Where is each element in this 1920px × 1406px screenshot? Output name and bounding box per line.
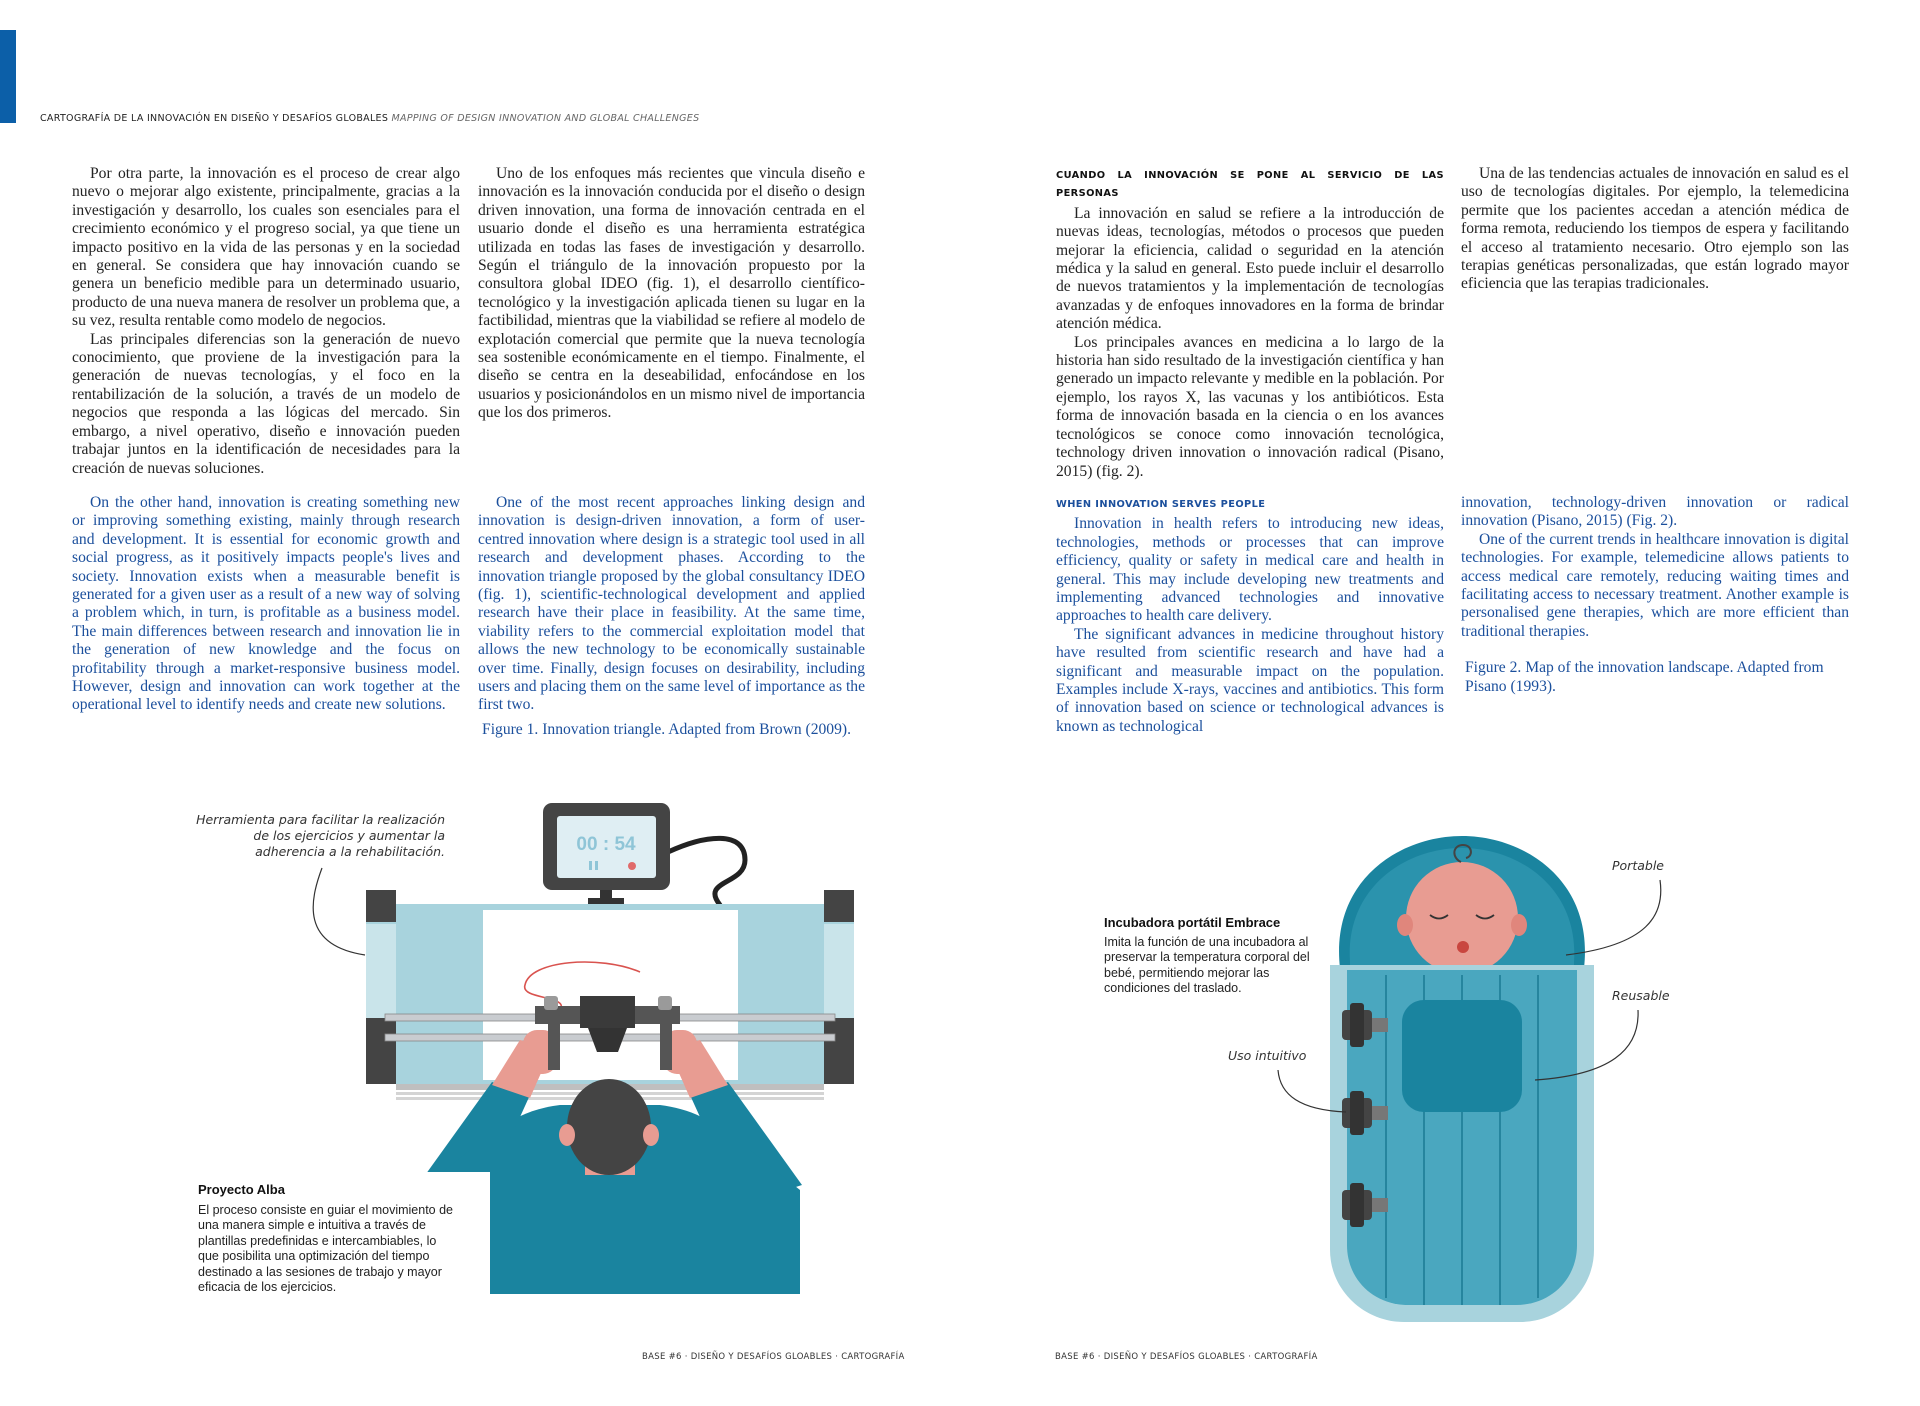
paragraph: On the other hand, innovation is creating something new or improving something existing, mainly through research and development. It is essential for economic growth and social progress, as it positively impacts people's lives and society. Innovation exists when a measurable benefit is generated for a given user as a result of a new way of solving a problem which, in turn, is profitable as a business model. The main differences between research and innovation lie in the generation of new knowledge and the focus on profitability through a market-responsive business model. However, design and innovation can work together at the operational level to identify needs and create new solutions.	[72, 494, 460, 714]
footer-left: BASE #6 · DISEÑO Y DESAFÍOS GLOABLES · CARTOGRAFÍA	[642, 1352, 905, 1362]
pause-icon-bar	[595, 861, 598, 870]
paragraph: The significant advances in medicine throughout history have resulted from scientific research and have had a significant and measurable impact on the population. Examples include X-rays, vaccines and antibiotics. This form of innovation based on science or technological advances is known as technological	[1056, 625, 1444, 735]
figure-1-caption: Figure 1. Innovation triangle. Adapted from Brown (2009).	[482, 720, 851, 738]
record-icon	[628, 862, 636, 870]
footer-right: BASE #6 · DISEÑO Y DESAFÍOS GLOABLES · CARTOGRAFÍA	[1055, 1352, 1318, 1362]
carriage-knob	[658, 996, 672, 1010]
pause-icon-bar	[589, 861, 592, 870]
person-ear	[643, 1124, 659, 1146]
handle-right	[660, 1010, 672, 1070]
paragraph: Los principales avances en medicina a lo largo de la historia han sido resultado de la investigación científica y han generado un impacto relevante y medible en la población. Por ejemplo, los rayos X, las vacunas y los antibióticos. Esta forma de innovación basada en la ciencia o en los avances tecnológicos se conoce como innovación tecnológica, technology driven innovation o innovación radical (Pisano, 2015) (fig. 2).	[1056, 333, 1444, 480]
paragraph: Innovation in health refers to introducing new ideas, technologies, methods or processes that can improve efficiency, quality or safety in medical care and health in general. This may include developing new treatments and implementing advanced technologies and innovative approaches to health care delivery.	[1056, 515, 1444, 625]
baby-ear	[1397, 914, 1413, 936]
section-heading-es: CUANDO LA INNOVACIÓN SE PONE AL SERVICIO DE LAS PERSONAS	[1056, 170, 1444, 200]
embrace-description: Imita la función de una incubadora al preservar la temperatura corporal del bebé, permitiendo mejorar las condiciones del traslado.	[1104, 935, 1310, 996]
person-ear	[559, 1124, 575, 1146]
frame-corner	[366, 1018, 396, 1084]
label-portable: Portable	[1612, 858, 1664, 873]
header-title-en: MAPPING OF DESIGN INNOVATION AND GLOBAL CHALLENGES	[391, 113, 700, 124]
alba-project-title: Proyecto Alba	[198, 1182, 285, 1197]
label-reusable: Reusable	[1612, 988, 1670, 1003]
paragraph: One of the current trends in healthcare innovation is digital technologies. For example, telemedicine allows patients to access medical care remotely, reducing waiting times and facilitating access to necessary treatment. Another example is personalised gene therapies, which are more efficient than traditional therapies.	[1461, 530, 1849, 640]
incubator-heat-pack	[1402, 1000, 1522, 1112]
section-heading-en: WHEN INNOVATION SERVES PEOPLE	[1056, 499, 1266, 510]
paragraph-continued: innovation, technology-driven innovation or radical innovation (Pisano, 2015) (Fig. 2).	[1461, 494, 1849, 530]
person-head	[567, 1079, 651, 1175]
monitor-cable	[668, 838, 745, 905]
paragraph: Uno de los enfoques más recientes que vincula diseño e innovación es la innovación conducida por el diseño o design driven innovation, una forma de innovación centrada en el usuario donde el diseño es una herramienta estratégica utilizada en todas las fases de investigación y desarrollo. Según el triángulo de la innovación propuesto por la consultora global IDEO (fig. 1), el desarrollo científico-tecnológico y la investigación aplicada tienen su lugar en la factibilidad, mientras que la viabilidad se refiere al modelo de explotación comercial que permite que la nueva tecnología sea sostenible económicamente en el tiempo. Finalmente, el diseño se centra en la deseabilidad, enfocándose en los usuarios y posicionándolos en un mismo nivel de importancia que los dos primeros.	[478, 165, 865, 422]
annotation-callout-line	[313, 868, 365, 955]
header-title-es: CARTOGRAFÍA DE LA INNOVACIÓN EN DISEÑO Y DESAFÍOS GLOBALES	[40, 113, 389, 124]
alba-project-description: El proceso consiste en guiar el movimiento de una manera simple e intuitiva a través de plantillas predefinidas e intercambiables, lo que posibilita una optimización del tiempo destinado a las sesiones de trabajo y mayor eficacia de los ejercicios.	[198, 1203, 453, 1295]
embrace-title: Incubadora portátil Embrace	[1104, 915, 1281, 930]
baby-ear	[1511, 914, 1527, 936]
paragraph: La innovación en salud se refiere a la introducción de nuevas ideas, tecnologías, métodos o procesos que pueden mejorar la eficiencia, calidad o seguridad en la atención médica y la salud en general. Esto puede incluir el desarrollo de nuevos tratamientos y la implementación de tecnologías avanzadas y de enfoques innovadores en la forma de brindar atención médica.	[1056, 204, 1444, 333]
baby-mouth	[1457, 941, 1469, 953]
alba-annotation: Herramienta para facilitar la realización de los ejercicios y aumentar la adherencia a la rehabilitación.	[196, 812, 445, 859]
label-intuitive: Uso intuitivo	[1228, 1048, 1307, 1063]
carriage-block	[580, 996, 635, 1028]
paragraph: One of the most recent approaches linking design and innovation is design-driven innovation, a form of user-centred innovation where design is a strategic tool used in all research and development phases. According to the innovation triangle proposed by the global consultancy IDEO (fig. 1), scientific-technological development and applied research have their place in feasibility. At the same time, viability refers to the commercial exploitation model that allows the new technology to be economically sustainable over time. Finally, design focuses on desirability, including users and placing them on the same level of importance as the first two.	[478, 494, 865, 714]
paragraph: Las principales diferencias son la generación de nuevo conocimiento, que proviene de la investigación para la generación de nuevas tecnologías, y el foco en la rentabilización de la solución, a través de un modelo de negocios que responda a las lógicas del mercado. Sin embargo, a nivel operativo, diseño e innovación pueden trabajar juntos en la identificación de necesidades para la creación de nuevas soluciones.	[72, 330, 460, 477]
baby-head	[1406, 862, 1518, 974]
embrace-incubator-illustration	[1278, 836, 1661, 1322]
figure-2-caption: Figure 2. Map of the innovation landscape. Adapted from Pisano (1993).	[1465, 659, 1824, 695]
frame-corner	[824, 1018, 854, 1084]
frame-corner	[366, 890, 396, 922]
paragraph: Por otra parte, la innovación es el proceso de crear algo nuevo o mejorar algo existente, principalmente, gracias a la investigación y desarrollo, los cuales son esenciales para el crecimiento económico y el progreso social, ya que tiene un impacto positivo en la vida de las personas y en la sociedad en general. Se considera que hay innovación cuando se genera un beneficio medible para un determinado usuario, producto de una nueva manera de resolver un problema que, a su vez, resulta rentable como modelo de negocios.	[72, 165, 460, 330]
carriage-knob	[544, 996, 558, 1010]
handle-left	[548, 1010, 560, 1070]
frame-corner	[824, 890, 854, 922]
monitor-timer-text: 00 : 54	[576, 834, 636, 855]
monitor-base	[588, 898, 624, 904]
paragraph: Una de las tendencias actuales de innovación en salud es el uso de tecnologías digitales. Por ejemplo, la telemedicina permite que los pacientes accedan a atención médica de forma remota, reduciendo los tiempos de espera y facilitando el acceso al tratamiento necesario. Otro ejemplo son las terapias genéticas personalizadas, que están logrado mayor eficiencia que las terapias tradicionales.	[1461, 165, 1849, 293]
